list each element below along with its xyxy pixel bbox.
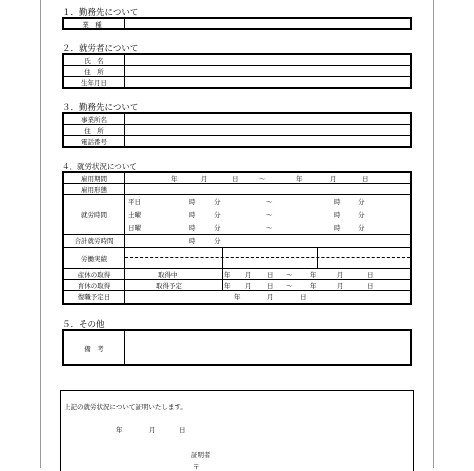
childcare-end-month: 月 — [337, 282, 344, 290]
weekday-start-minute: 分 — [214, 198, 221, 206]
return-day: 日 — [300, 293, 307, 301]
sunday-end-minute: 分 — [358, 224, 365, 232]
sunday-tilde: 〜 — [266, 224, 273, 232]
weekday-end-hour: 時 — [334, 198, 341, 206]
maternity-label: 産休の取得 — [77, 271, 111, 279]
return-date-label: 復職予定日 — [77, 293, 111, 301]
work-hours-label: 就労時間 — [81, 211, 107, 219]
saturday-start-hour: 時 — [189, 211, 196, 219]
industry-field[interactable] — [126, 19, 408, 28]
section-5-title: ５．その他 — [62, 320, 105, 330]
work-status-table — [62, 171, 412, 305]
sunday-label: 日曜 — [128, 224, 141, 232]
period-start-day: 日 — [232, 175, 239, 183]
certifier-label: 証明者 — [191, 451, 211, 459]
address-label: 住 所 — [84, 68, 104, 76]
childcare-status: 取得予定 — [156, 282, 182, 290]
total-hour: 時 — [189, 237, 196, 245]
office-name-label: 事業所名 — [81, 116, 107, 124]
weekday-end-minute: 分 — [358, 198, 365, 206]
cert-month: 月 — [149, 426, 156, 434]
maternity-end-day: 日 — [367, 271, 374, 279]
industry-label: 業 種 — [82, 21, 102, 29]
childcare-end-year: 年 — [310, 282, 317, 290]
maternity-status: 取得中 — [158, 271, 178, 279]
industry-row — [62, 17, 412, 30]
name-label: 氏 名 — [84, 57, 104, 65]
childcare-end-day: 日 — [367, 282, 374, 290]
workplace-table — [62, 112, 412, 148]
employ-period-label: 雇用期間 — [81, 175, 107, 183]
maternity-start-month: 月 — [245, 271, 252, 279]
sunday-end-hour: 時 — [334, 224, 341, 232]
return-month: 月 — [267, 293, 274, 301]
address-field[interactable] — [126, 66, 408, 76]
saturday-end-hour: 時 — [334, 211, 341, 219]
office-address-field[interactable] — [126, 125, 408, 135]
period-start-month: 月 — [201, 175, 208, 183]
birthdate-field[interactable] — [126, 77, 408, 87]
phone-label: 電話番号 — [81, 138, 107, 146]
childcare-start-month: 月 — [245, 282, 252, 290]
period-end-year: 年 — [296, 175, 303, 183]
childcare-tilde: 〜 — [286, 282, 293, 290]
worker-table — [62, 53, 412, 89]
saturday-start-minute: 分 — [214, 211, 221, 219]
certification-box — [60, 390, 414, 471]
cert-day: 日 — [179, 426, 186, 434]
childcare-label: 育休の取得 — [77, 282, 111, 290]
childcare-start-day: 日 — [267, 282, 274, 290]
childcare-start-year: 年 — [224, 282, 231, 290]
maternity-tilde: 〜 — [286, 271, 293, 279]
sunday-start-minute: 分 — [214, 224, 221, 232]
cert-year: 年 — [116, 426, 123, 434]
period-end-month: 月 — [330, 175, 337, 183]
section-4-title: ４．就労状況について — [62, 162, 137, 171]
employ-form-label: 雇用形態 — [81, 186, 107, 194]
total-hours-label: 合計就労時間 — [74, 237, 114, 245]
maternity-start-day: 日 — [267, 271, 274, 279]
postal-mark: 〒 — [193, 463, 200, 471]
maternity-start-year: 年 — [224, 271, 231, 279]
saturday-tilde: 〜 — [266, 211, 273, 219]
total-minute: 分 — [214, 237, 221, 245]
birthdate-label: 生年月日 — [81, 79, 107, 87]
return-year: 年 — [234, 293, 241, 301]
section-1-title: １．勤務先について — [62, 8, 139, 18]
period-end-day: 日 — [362, 175, 369, 183]
section-2-title: ２．就労者について — [62, 44, 139, 54]
maternity-end-year: 年 — [310, 271, 317, 279]
certification-text: 上記の就労状況について証明いたします。 — [64, 403, 187, 411]
work-record-label: 労働実績 — [81, 255, 107, 263]
weekday-label: 平日 — [128, 198, 141, 206]
weekday-tilde: 〜 — [266, 198, 273, 206]
remarks-field[interactable] — [126, 331, 408, 364]
maternity-end-month: 月 — [337, 271, 344, 279]
office-name-field[interactable] — [126, 114, 408, 124]
period-tilde: 〜 — [259, 175, 266, 183]
phone-field[interactable] — [126, 136, 408, 146]
weekday-start-hour: 時 — [189, 198, 196, 206]
remarks-table — [62, 329, 412, 366]
remarks-label: 備 考 — [84, 345, 104, 353]
name-field[interactable] — [126, 55, 408, 65]
office-address-label: 住 所 — [84, 127, 104, 135]
period-start-year: 年 — [171, 175, 178, 183]
saturday-label: 土曜 — [128, 211, 141, 219]
section-3-title: ３．勤務先について — [62, 103, 139, 113]
sunday-start-hour: 時 — [189, 224, 196, 232]
saturday-end-minute: 分 — [358, 211, 365, 219]
